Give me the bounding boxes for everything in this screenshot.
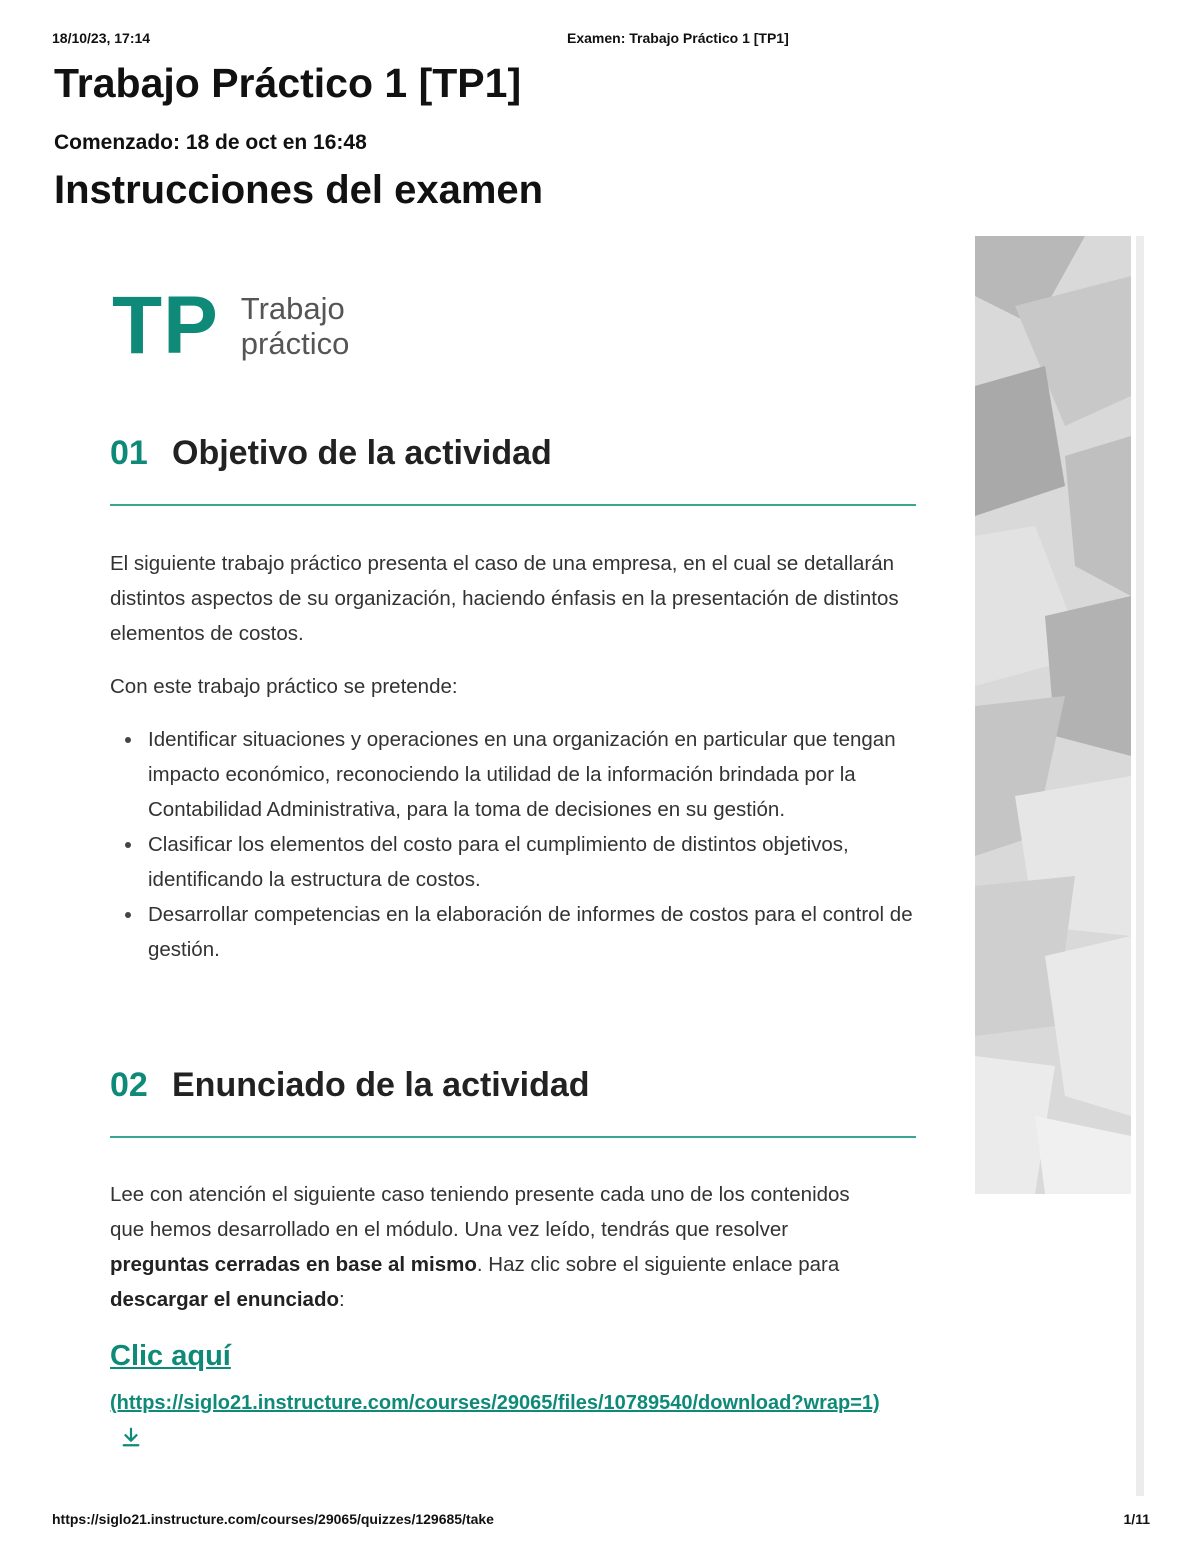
page-title: Trabajo Práctico 1 [TP1] xyxy=(54,60,522,106)
decorative-side-image xyxy=(975,236,1131,1194)
tp-logo-line1: Trabajo xyxy=(240,291,345,326)
print-doc-title: Examen: Trabajo Práctico 1 [TP1] xyxy=(567,30,789,46)
download-icon[interactable] xyxy=(120,1426,142,1448)
tp-logo-line2: práctico xyxy=(240,326,350,361)
section-heading-statement xyxy=(110,1066,590,1105)
tp-logo xyxy=(112,280,350,371)
statement-text: : xyxy=(339,1288,345,1311)
started-timestamp: Comenzado: 18 de oct en 16:48 xyxy=(54,131,367,154)
download-url-text: (https://siglo21.instructure.com/courses/29065/files/10789540/download?wrap=1) xyxy=(110,1392,880,1414)
statement-bold-download: descargar el enunciado xyxy=(110,1288,340,1311)
list-item: Clasificar los elementos del costo para el cumplimiento de distintos objetivos, identificando la estructura de costos. xyxy=(148,827,963,897)
section-divider xyxy=(110,504,916,506)
download-url-link[interactable] xyxy=(110,1385,890,1457)
statement-bold-closed-questions: preguntas cerradas en base al mismo xyxy=(110,1253,477,1276)
section-heading-objective xyxy=(110,434,552,473)
section-number: 02 xyxy=(110,1066,148,1104)
objective-paragraph: El siguiente trabajo práctico presenta el caso de una empresa, en el cual se detallarán distintos aspectos de su organización, haciendo énfasis en la presentación de distintos elementos de costos. xyxy=(110,552,899,645)
section-title: Objetivo de la actividad xyxy=(172,434,552,472)
list-item: Identificar situaciones y operaciones en una organización en particular que tengan impacto económico, reconociendo la utilidad de la información brindada por la Contabilidad Administrativa, para la toma de decisiones en su gestión. xyxy=(148,722,963,827)
list-item: Desarrollar competencias en la elaboración de informes de costos para el control de gestión. xyxy=(148,897,963,967)
statement-text: Lee con atención el siguiente caso teniendo presente cada uno de los contenidos que hemos desarrollado en el módulo. Una vez leído, tendrás que resolver xyxy=(110,1183,850,1241)
section-title: Enunciado de la actividad xyxy=(172,1066,590,1104)
tp-logo-mark: TP xyxy=(112,280,219,371)
statement-paragraph xyxy=(110,1177,870,1317)
decorative-pattern xyxy=(975,236,1131,1194)
instructions-heading: Instrucciones del examen xyxy=(54,168,544,212)
print-url: https://siglo21.instructure.com/courses/29065/quizzes/129685/take xyxy=(52,1511,494,1527)
print-datetime: 18/10/23, 17:14 xyxy=(52,30,151,46)
objectives-list xyxy=(110,722,963,967)
tp-logo-text xyxy=(241,291,350,361)
scrollbar-track xyxy=(1136,236,1144,1496)
section-divider xyxy=(110,1136,916,1138)
section-number: 01 xyxy=(110,434,148,472)
statement-text: . Haz clic sobre el siguiente enlace para xyxy=(476,1253,840,1276)
page-number: 1/11 xyxy=(1123,1511,1150,1527)
objective-intro: Con este trabajo práctico se pretende: xyxy=(110,675,458,698)
download-link[interactable]: Clic aquí xyxy=(110,1340,231,1372)
